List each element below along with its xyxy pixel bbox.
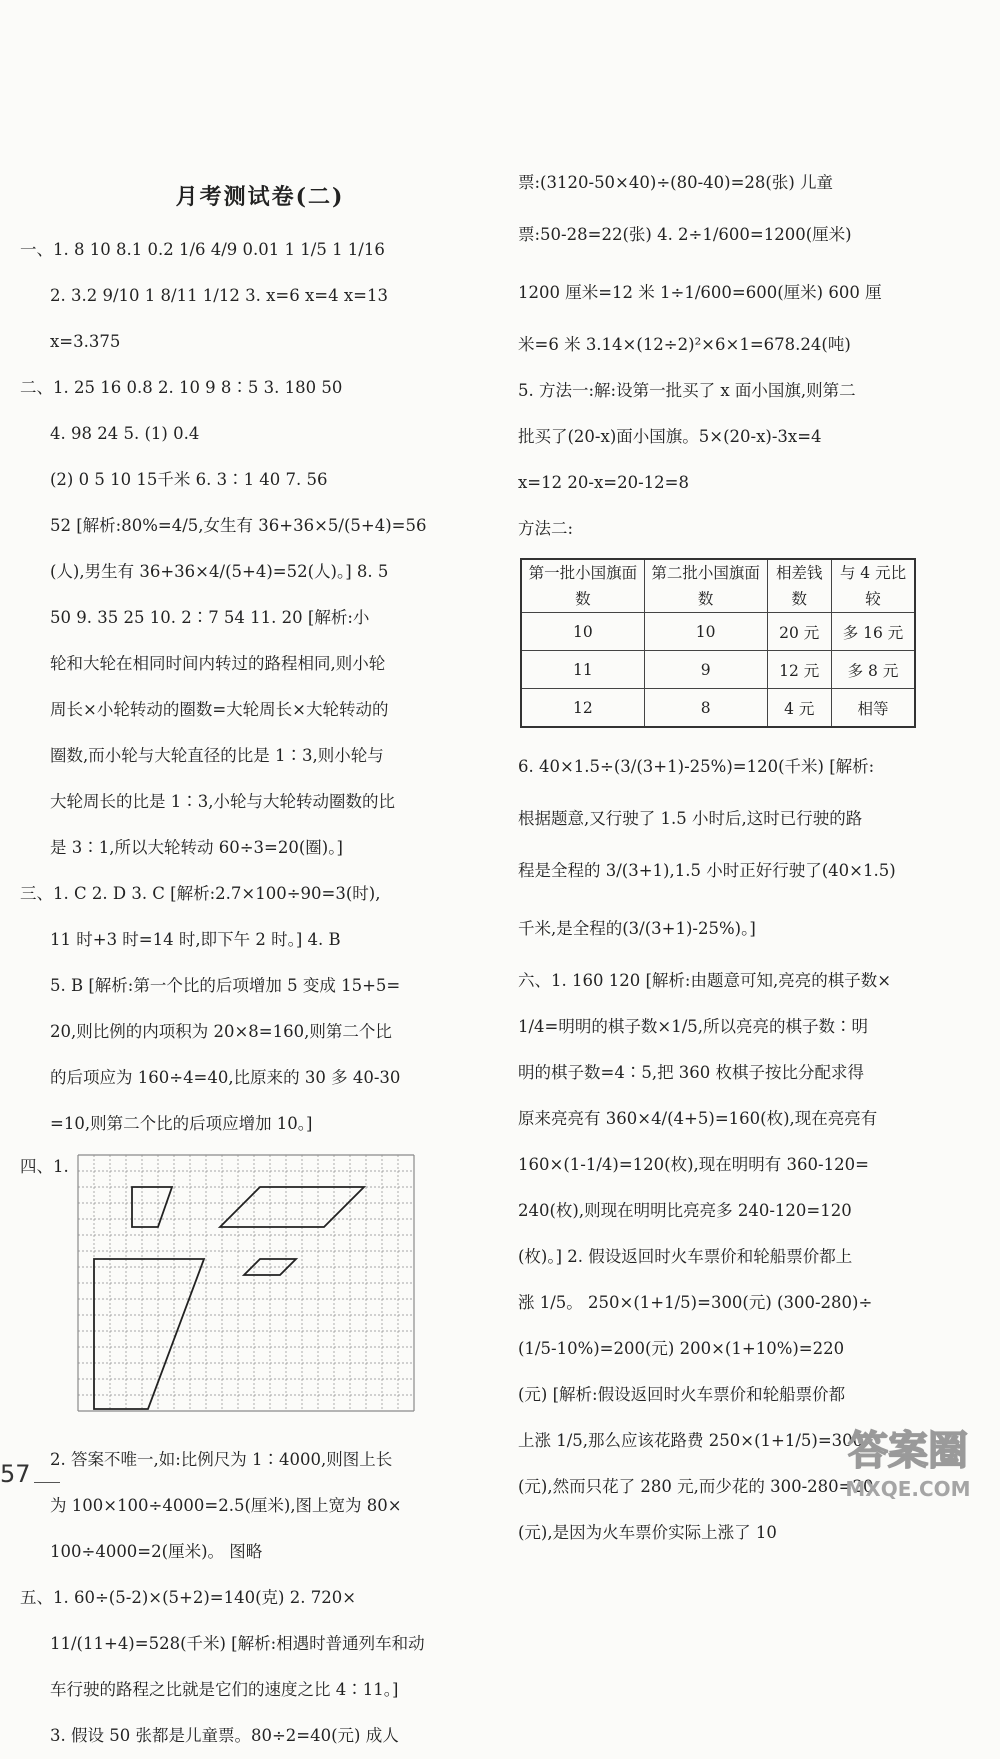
answer-line: 50 9. 35 25 10. 2∶7 54 11. 20 [解析:小 [50,608,370,627]
answer-line: (1/5-10%)=200(元) 200×(1+10%)=220 [518,1339,845,1358]
answer-line: 240(枚),则现在明明比亮亮多 240-120=120 [518,1201,852,1220]
answer-line: 周长×小轮转动的圈数=大轮周长×大轮转动的 [50,700,389,719]
answer-line: 20,则比例的内项积为 20×8=160,则第二个比 [50,1022,392,1041]
page-title: 月考测试卷(二) [175,184,345,210]
table-header: 相差钱数 [767,559,831,613]
table-cell: 9 [644,651,767,689]
answer-line: 原来亮亮有 360×4/(4+5)=160(枚),现在亮亮有 [518,1109,878,1128]
table-cell: 20 元 [767,613,831,651]
grid-lines [78,1155,414,1411]
comparison-table-wrap [520,558,928,728]
table-cell: 10 [521,613,644,651]
table-cell: 4 元 [767,689,831,728]
large-trapezoid [94,1259,204,1409]
answer-line: 根据题意,又行驶了 1.5 小时后,这时已行驶的路 [518,809,863,828]
table-header: 第一批小国旗面数 [521,559,644,613]
answer-line: 的后项应为 160÷4=40,比原来的 30 多 40-30 [50,1068,401,1087]
answer-line: 六、1. 160 120 [解析:由题意可知,亮亮的棋子数× [518,971,892,990]
answer-line: 米=6 米 3.14×(12÷2)²×6×1=678.24(吨) [518,335,851,354]
table-cell: 相等 [831,689,915,728]
grid-figures [94,1187,364,1409]
answer-line: 一、1. 8 10 8.1 0.2 1/6 4/9 0.01 1 1/5 1 1/16 [20,240,385,259]
answer-line: 明的棋子数=4∶5,把 360 枚棋子按比分配求得 [518,1063,865,1082]
answer-line: 大轮周长的比是 1∶3,小轮与大轮转动圈数的比 [50,792,395,811]
footer-rule [34,1482,60,1483]
large-parallelogram [220,1187,364,1227]
table-cell: 8 [644,689,767,728]
answer-line: =10,则第二个比的后项应增加 10。] [50,1114,313,1133]
comparison-table [520,558,916,728]
answer-line: x=3.375 [50,332,121,351]
drawing-grid [74,1147,424,1427]
table-cell: 12 元 [767,651,831,689]
section-4-label: 四、1. [20,1157,69,1176]
answer-line: 5. B [解析:第一个比的后项增加 5 变成 15+5= [50,976,401,995]
answer-line: 3. 假设 50 张都是儿童票。80÷2=40(元) 成人 [50,1726,399,1745]
answer-line: 批买了(20-x)面小国旗。5×(20-x)-3x=4 [518,427,822,446]
answer-line: 是 3∶1,所以大轮转动 60÷3=20(圈)。] [50,838,343,857]
answer-line: x=12 20-x=20-12=8 [518,473,689,492]
watermark-text: 答案圈 [848,1428,968,1474]
answer-line: 票:50-28=22(张) 4. 2÷1/600=1200(厘米) [518,225,852,244]
answer-line: 上涨 1/5,那么应该花路费 250×(1+1/5)=300 [518,1431,864,1450]
answer-line: 车行驶的路程之比就是它们的速度之比 4∶11。] [50,1680,399,1699]
right-lines [518,160,928,552]
answer-line: 6. 40×1.5÷(3/(3+1)-25%)=120(千米) [解析: [518,757,875,776]
answer-line: 程是全程的 3/(3+1),1.5 小时正好行驶了(40×1.5) [518,861,896,880]
answer-line: 100÷4000=2(厘米)。 图略 [50,1542,263,1561]
table-cell: 10 [644,613,767,651]
table-header: 与 4 元比较 [831,559,915,613]
answer-line: (人),男生有 36+36×4/(5+4)=52(人)。] 8. 5 [50,562,389,581]
answer-line: 为 100×100÷4000=2.5(厘米),图上宽为 80× [50,1496,402,1515]
answer-line: (元) [解析:假设返回时火车票价和轮船票价都 [518,1385,846,1404]
answer-line: 涨 1/5。 250×(1+1/5)=300(元) (300-280)÷ [518,1293,873,1312]
left-lines-after [20,1437,460,1759]
right-column [518,160,928,1556]
left-lines [20,227,460,1147]
answer-line: 5. 方法一:解:设第一批买了 x 面小国旗,则第二 [518,381,856,400]
table-cell: 多 16 元 [831,613,915,651]
answer-line: 160×(1-1/4)=120(枚),现在明明有 360-120= [518,1155,869,1174]
answer-line: 轮和大轮在相同时间内转过的路程相同,则小轮 [50,654,386,673]
answer-line: 二、1. 25 16 0.8 2. 10 9 8∶5 3. 180 50 [20,378,343,397]
answer-line: 千米,是全程的(3/(3+1)-25%)。] [518,919,756,938]
answer-line: 票:(3120-50×40)÷(80-40)=28(张) 儿童 [518,173,834,192]
watermark-url: MXQE.COM [845,1477,971,1501]
answer-line: 4. 98 24 5. (1) 0.4 [50,424,200,443]
answer-line: 1/4=明明的棋子数×1/5,所以亮亮的棋子数∶明 [518,1017,869,1036]
table-cell: 11 [521,651,644,689]
answer-line: 1200 厘米=12 米 1÷1/600=600(厘米) 600 厘 [518,283,882,302]
answer-line: 11 时+3 时=14 时,即下午 2 时。] 4. B [50,930,341,949]
answer-line: 52 [解析:80%=4/5,女生有 36+36×5/(5+4)=56 [50,516,427,535]
answer-line: 三、1. C 2. D 3. C [解析:2.7×100÷90=3(时), [20,884,381,903]
left-column [20,160,460,1759]
answer-line: 五、1. 60÷(5-2)×(5+2)=140(克) 2. 720× [20,1588,357,1607]
answer-line: (2) 0 5 10 15千米 6. 3∶1 40 7. 56 [50,470,328,489]
table-header: 第二批小国旗面数 [644,559,767,613]
table-row [521,613,915,651]
answer-line: (元),是因为火车票价实际上涨了 10 [518,1523,777,1542]
answer-line: (元),然而只花了 280 元,而少花的 300-280=20 [518,1477,874,1496]
table-header-row [521,559,915,613]
answer-line: 2. 3.2 9/10 1 8/11 1/12 3. x=6 x=4 x=13 [50,286,388,305]
table-row [521,651,915,689]
site-watermark-logo [818,1416,998,1502]
answer-line: (枚)。] 2. 假设返回时火车票价和轮船票价都上 [518,1247,853,1266]
table-cell: 多 8 元 [831,651,915,689]
table-row [521,689,915,728]
small-trapezoid [132,1187,172,1227]
answer-line: 2. 答案不唯一,如:比例尺为 1∶4000,则图上长 [50,1450,393,1469]
answer-line: 11/(11+4)=528(千米) [解析:相遇时普通列车和动 [50,1634,425,1653]
answer-line: 圈数,而小轮与大轮直径的比是 1∶3,则小轮与 [50,746,384,765]
answer-line: 方法二: [518,519,574,538]
page-number: 57 [0,1460,31,1488]
section-4-figure [20,1147,460,1437]
table-cell: 12 [521,689,644,728]
